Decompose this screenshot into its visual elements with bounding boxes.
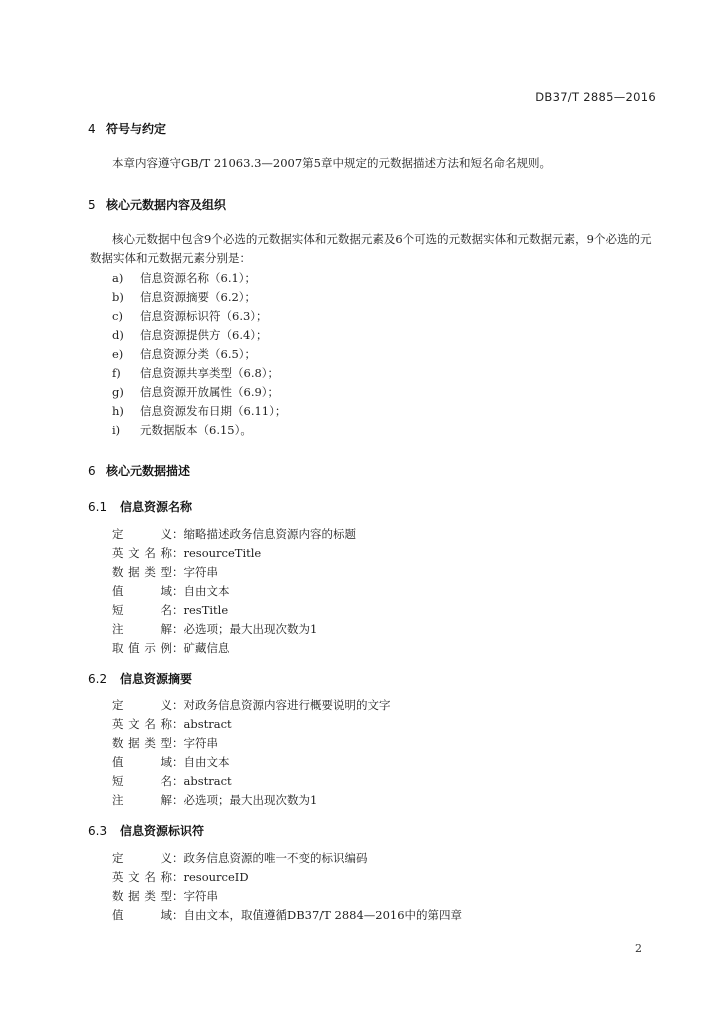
- section-4-text: 本章内容遵守GB/T 21063.3—2007第5章中规定的元数据描述方法和短名命名规则。: [112, 156, 551, 170]
- section-title: 符号与约定: [106, 122, 167, 136]
- section-number: 4: [88, 122, 96, 136]
- section-5-text: [90, 230, 662, 268]
- field-row: 定 义：政务信息资源的唯一不变的标识编码: [112, 851, 368, 865]
- list-item: h) 信息资源发布日期（6.11）；: [112, 404, 287, 418]
- field-row: 英文名称：abstract: [112, 717, 232, 731]
- page-number: 2: [635, 942, 642, 955]
- field-row: 数据类型：字符串: [112, 565, 218, 579]
- field-row: 值 域：自由文本: [112, 755, 230, 769]
- field-row: 取值示例：矿藏信息: [112, 641, 230, 655]
- list-item: b) 信息资源摘要（6.2）；: [112, 290, 257, 304]
- field-row: 注 解：必选项；最大出现次数为1: [112, 793, 318, 807]
- section-4-heading: [88, 120, 166, 137]
- list-item: c) 信息资源标识符（6.3）；: [112, 309, 268, 323]
- section-5-paragraph: 核心元数据中包含9个必选的元数据实体和元数据元素及6个可选的元数据实体和元数据元素，9个必选的元数据实体和元数据元素分别是：: [90, 232, 652, 265]
- field-row: 短 名：abstract: [112, 774, 232, 788]
- field-row: 数据类型：字符串: [112, 889, 218, 903]
- document-code-header: DB37/T 2885—2016: [535, 90, 656, 104]
- section-title: 核心元数据内容及组织: [106, 198, 227, 212]
- list-item: f) 信息资源共享类型（6.8）；: [112, 366, 280, 380]
- subsection-6-3-heading: 6.3 信息资源标识符: [88, 824, 205, 838]
- field-row: 定 义：对政务信息资源内容进行概要说明的文字: [112, 698, 391, 712]
- section-5-heading: [88, 196, 226, 213]
- field-row: 注 解：必选项；最大出现次数为1: [112, 622, 318, 636]
- subsection-6-1-heading: 6.1 信息资源名称: [88, 500, 193, 514]
- list-item: i) 元数据版本（6.15）。: [112, 423, 252, 437]
- field-row: 英文名称：resourceTitle: [112, 546, 262, 560]
- subsection-6-2-heading: 6.2 信息资源摘要: [88, 672, 193, 686]
- field-row: 短 名：resTitle: [112, 603, 229, 617]
- section-title: 核心元数据描述: [106, 464, 191, 478]
- field-row: 值 域：自由文本: [112, 584, 230, 598]
- list-item: d) 信息资源提供方（6.4）；: [112, 328, 268, 342]
- section-6-heading: [88, 462, 190, 479]
- field-row: 英文名称：resourceID: [112, 870, 249, 884]
- list-item: e) 信息资源分类（6.5）；: [112, 347, 257, 361]
- section-number: 6: [88, 464, 96, 478]
- section-number: 5: [88, 198, 96, 212]
- field-row: 值 域：自由文本，取值遵循DB37/T 2884—2016中的第四章: [112, 908, 463, 922]
- list-item: g) 信息资源开放属性（6.9）；: [112, 385, 280, 399]
- field-row: 定 义：缩略描述政务信息资源内容的标题: [112, 527, 356, 541]
- list-item: a) 信息资源名称（6.1）；: [112, 271, 257, 285]
- field-row: 数据类型：字符串: [112, 736, 218, 750]
